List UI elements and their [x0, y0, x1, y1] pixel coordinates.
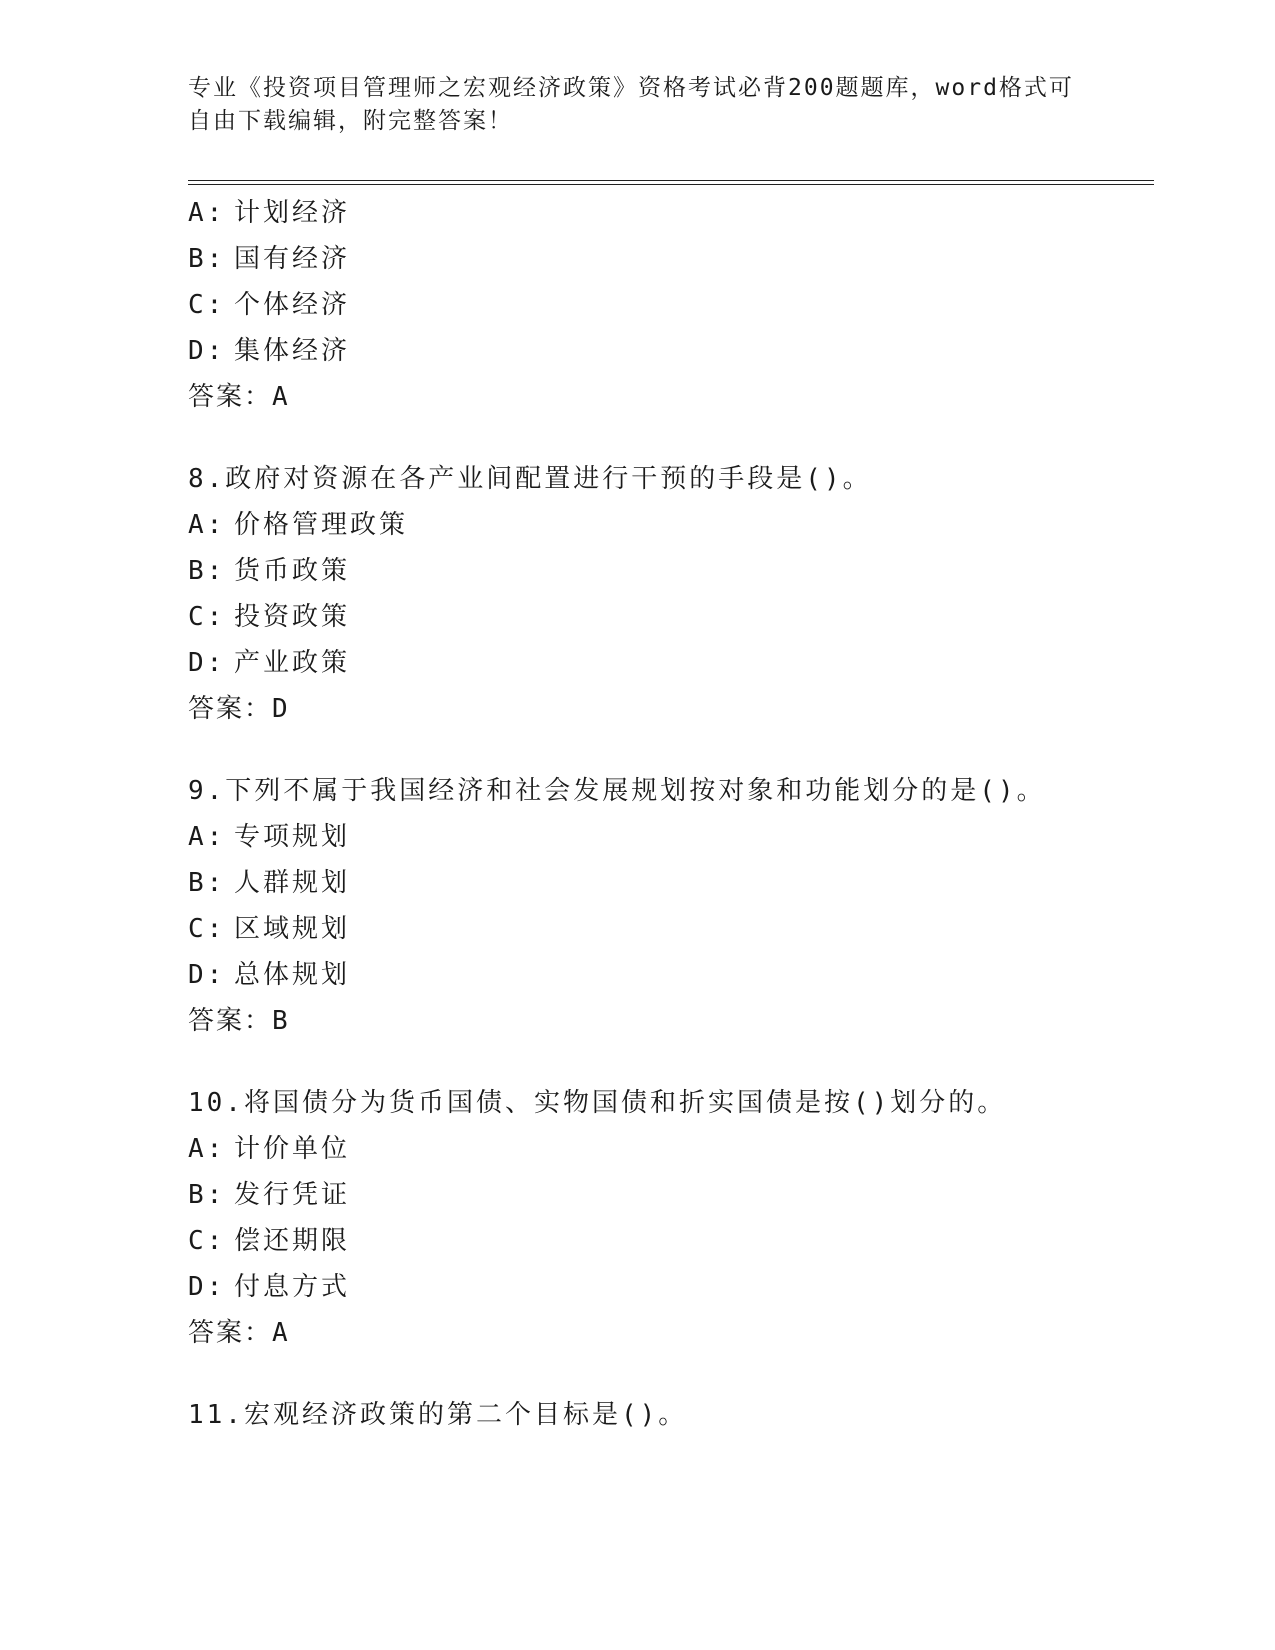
option-text: 价格管理政策 — [234, 510, 409, 540]
spacer — [188, 732, 1154, 768]
document-header — [188, 72, 1088, 138]
option-a — [188, 502, 1154, 548]
spacer — [188, 420, 1154, 456]
option-key: B: — [188, 868, 226, 898]
option-c — [188, 282, 1154, 328]
header-title-line-2: 自由下载编辑，附完整答案！ — [188, 108, 513, 134]
spacer — [188, 1044, 1154, 1080]
option-key: C: — [188, 914, 226, 944]
header-divider-bottom — [188, 184, 1154, 185]
question-text: 8.政府对资源在各产业间配置进行干预的手段是()。 — [188, 464, 872, 494]
option-text: 集体经济 — [234, 336, 351, 366]
option-key: C: — [188, 602, 226, 632]
option-text: 发行凭证 — [234, 1180, 351, 1210]
option-d — [188, 328, 1154, 374]
option-key: B: — [188, 244, 226, 274]
option-text: 国有经济 — [234, 244, 351, 274]
answer-line: 答案：B — [188, 1006, 290, 1036]
option-text: 付息方式 — [234, 1272, 351, 1302]
option-key: C: — [188, 290, 226, 320]
option-text: 产业政策 — [234, 648, 351, 678]
option-key: D: — [188, 1272, 226, 1302]
option-b — [188, 236, 1154, 282]
option-key: A: — [188, 822, 226, 852]
header-divider-top — [188, 180, 1154, 181]
option-b — [188, 860, 1154, 906]
option-key: A: — [188, 198, 226, 228]
option-text: 投资政策 — [234, 602, 351, 632]
option-text: 计划经济 — [234, 198, 351, 228]
option-d — [188, 640, 1154, 686]
question-block-11 — [188, 1392, 1154, 1438]
option-b — [188, 1172, 1154, 1218]
question-block-8 — [188, 456, 1154, 732]
header-title-line-1: 专业《投资项目管理师之宏观经济政策》资格考试必背200题题库，word格式可 — [188, 75, 1074, 101]
option-key: A: — [188, 510, 226, 540]
option-d — [188, 1264, 1154, 1310]
option-a — [188, 1126, 1154, 1172]
question-list — [188, 190, 1154, 1438]
question-text: 10.将国债分为货币国债、实物国债和折实国债是按()划分的。 — [188, 1088, 1007, 1118]
option-key: D: — [188, 960, 226, 990]
option-text: 个体经济 — [234, 290, 351, 320]
option-c — [188, 594, 1154, 640]
spacer — [188, 1356, 1154, 1392]
option-text: 专项规划 — [234, 822, 351, 852]
option-text: 区域规划 — [234, 914, 351, 944]
question-text: 11.宏观经济政策的第二个目标是()。 — [188, 1400, 688, 1430]
option-text: 货币政策 — [234, 556, 351, 586]
question-text: 9.下列不属于我国经济和社会发展规划按对象和功能划分的是()。 — [188, 776, 1046, 806]
option-text: 总体规划 — [234, 960, 351, 990]
option-key: A: — [188, 1134, 226, 1164]
question-block-10 — [188, 1080, 1154, 1356]
option-text: 计价单位 — [234, 1134, 351, 1164]
answer-line: 答案：A — [188, 382, 290, 412]
option-d — [188, 952, 1154, 998]
option-key: B: — [188, 556, 226, 586]
option-key: D: — [188, 336, 226, 366]
option-c — [188, 1218, 1154, 1264]
option-a — [188, 814, 1154, 860]
option-b — [188, 548, 1154, 594]
answer-line: 答案：D — [188, 694, 290, 724]
option-c — [188, 906, 1154, 952]
question-block-7 — [188, 190, 1154, 420]
answer-line: 答案：A — [188, 1318, 290, 1348]
question-block-9 — [188, 768, 1154, 1044]
option-key: B: — [188, 1180, 226, 1210]
option-text: 人群规划 — [234, 868, 351, 898]
option-key: C: — [188, 1226, 226, 1256]
option-text: 偿还期限 — [234, 1226, 351, 1256]
option-a — [188, 190, 1154, 236]
option-key: D: — [188, 648, 226, 678]
